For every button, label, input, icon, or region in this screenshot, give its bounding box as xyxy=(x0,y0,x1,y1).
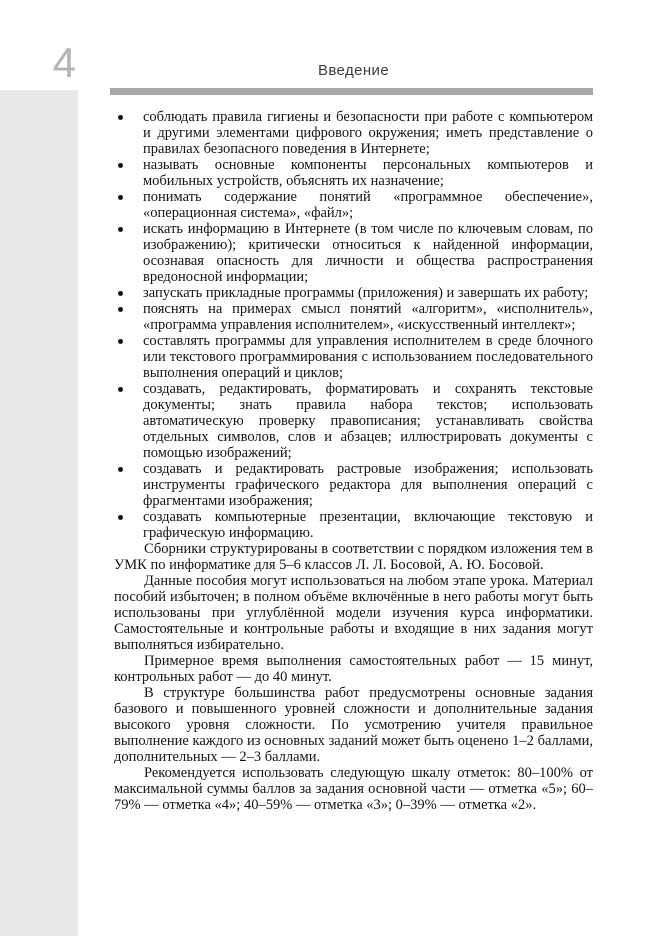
margin-strip xyxy=(0,90,78,936)
list-item xyxy=(114,509,593,541)
header-rule xyxy=(110,88,593,95)
list-item-text: понимать содержание понятий «программное обеспечение», «операционная система», «файл»; xyxy=(143,189,593,221)
list-item-text: запускать прикладные программы (приложения) и завершать их работу; xyxy=(143,285,589,301)
list-item-text: создавать, редактировать, форматировать и сохранять текстовые документы; знать правила набора текстов; использовать автоматическую проверку правописания; устанавливать свойства отдельных символов, слов и абзацев; иллюстрировать документы с помощью изображений; xyxy=(143,381,593,461)
list-item xyxy=(114,157,593,189)
running-header-title: Введение xyxy=(317,62,390,79)
list-item xyxy=(114,189,593,221)
page-content xyxy=(114,109,593,813)
bullet-icon xyxy=(118,387,123,392)
bullet-list xyxy=(114,109,593,541)
list-item-text: составлять программы для управления исполнителем в среде блочного или текстового программирования с использованием последовательного выполнения операций и циклов; xyxy=(143,333,593,381)
page-number: 4 xyxy=(52,39,76,86)
list-item xyxy=(114,221,593,285)
paragraph-block xyxy=(114,541,593,813)
list-item xyxy=(114,333,593,381)
bullet-icon xyxy=(118,515,123,520)
paragraph: Данные пособия могут использоваться на любом этапе урока. Материал пособий избыточен; в полном объёме включённые в него работы могут быть использованы при углублённой модели изучения курса информатики. Самостоятельные и контрольные работы и входящие в них задания могут выполняться избирательно. xyxy=(114,573,593,653)
bullet-icon xyxy=(118,163,123,168)
list-item-text: называть основные компоненты персональных компьютеров и мобильных устройств, объяснять их назначение; xyxy=(143,157,593,189)
bullet-icon xyxy=(118,467,123,472)
bullet-icon xyxy=(118,195,123,200)
paragraph: Примерное время выполнения самостоятельных работ — 15 минут, контрольных работ — до 40 минут. xyxy=(114,653,593,685)
list-item-text: соблюдать правила гигиены и безопасности при работе с компьютером и другими элементами цифрового окружения; иметь представление о правилах безопасного поведения в Интернете; xyxy=(143,109,593,157)
list-item xyxy=(114,381,593,461)
paragraph: Рекомендуется использовать следующую шкалу отметок: 80–100% от максимальной суммы баллов за задания основной части — отметка «5»; 60–79% — отметка «4»; 40–59% — отметка «3»; 0–39% — отметка «2». xyxy=(114,765,593,813)
list-item xyxy=(114,109,593,157)
list-item-text: пояснять на примерах смысл понятий «алгоритм», «исполнитель», «программа управления исполнителем», «искусственный интеллект»; xyxy=(143,301,593,333)
bullet-icon xyxy=(118,291,123,296)
bullet-icon xyxy=(118,339,123,344)
bullet-icon xyxy=(118,115,123,120)
paragraph: Сборники структурированы в соответствии с порядком изложения тем в УМК по информатике для 5–6 классов Л. Л. Босовой, А. Ю. Босовой. xyxy=(114,541,593,573)
paragraph: В структуре большинства работ предусмотрены основные задания базового и повышенного уровней сложности и дополнительные задания высокого уровня сложности. По усмотрению учителя правильное выполнение каждого из основных заданий может быть оценено 1–2 баллами, дополнительных — 2–3 баллами. xyxy=(114,685,593,765)
list-item-text: создавать и редактировать растровые изображения; использовать инструменты графического редактора для выполнения операций с фрагментами изображения; xyxy=(143,461,593,509)
list-item-text: искать информацию в Интернете (в том числе по ключевым словам, по изображению); критически относиться к найденной информации, осознавая опасность для личности и общества распространения вредоносной информации; xyxy=(143,221,593,285)
list-item xyxy=(114,285,593,301)
list-item xyxy=(114,301,593,333)
bullet-icon xyxy=(118,307,123,312)
bullet-icon xyxy=(118,227,123,232)
list-item-text: создавать компьютерные презентации, включающие текстовую и графическую информацию. xyxy=(143,509,593,541)
list-item xyxy=(114,461,593,509)
